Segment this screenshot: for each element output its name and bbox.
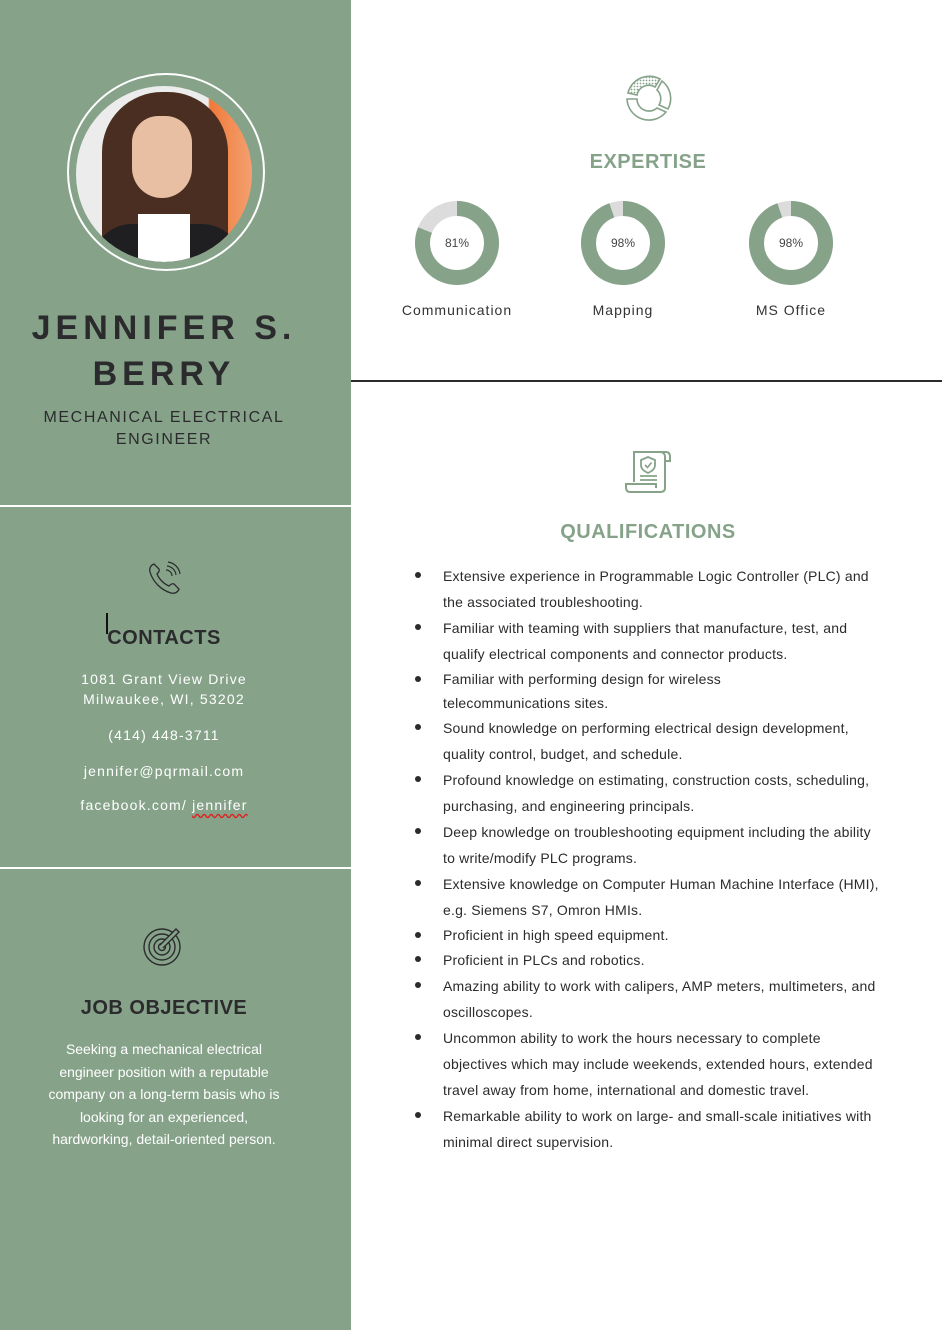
list-item: Familiar with performing design for wireless telecommunications sites. <box>413 667 883 715</box>
list-item: Proficient in PLCs and robotics. <box>413 947 883 973</box>
bullet-icon <box>415 956 421 962</box>
facebook-link[interactable] <box>0 795 328 815</box>
skill-mapping <box>553 201 693 318</box>
bullet-icon <box>415 1112 421 1118</box>
skill-communication <box>387 201 527 318</box>
skill-percent: 98% <box>610 236 636 250</box>
qualifications-list <box>413 563 883 1155</box>
sidebar-divider <box>0 867 351 869</box>
list-item: Amazing ability to work with calipers, AMP meters, multimeters, and oscilloscopes. <box>413 973 883 1025</box>
address-line-1: 1081 Grant View Drive <box>81 671 247 687</box>
skill-percent: 98% <box>778 236 804 250</box>
job-objective-text: Seeking a mechanical electrical engineer position with a reputable company on a long-term basis who is looking for an experienced, hardworking, detail-oriented person. <box>48 1041 280 1147</box>
target-icon <box>142 925 184 967</box>
qualifications-heading: QUALIFICATIONS <box>560 521 736 543</box>
phone-icon <box>146 560 184 598</box>
bullet-icon <box>415 776 421 782</box>
job-title-line-2: ENGINEER <box>115 431 213 448</box>
skill-ms-office <box>721 201 861 318</box>
bullet-icon <box>415 572 421 578</box>
bullet-icon <box>415 724 421 730</box>
address-line-2: Milwaukee, WI, 53202 <box>83 691 245 707</box>
section-divider <box>351 380 942 382</box>
bullet-icon <box>415 982 421 988</box>
bullet-icon <box>415 880 421 886</box>
bullet-icon <box>415 1034 421 1040</box>
list-item: Familiar with teaming with suppliers that manufacture, test, and qualify electrical components and connector products. <box>413 615 883 667</box>
list-item: Remarkable ability to work on large- and small-scale initiatives with minimal direct supervision. <box>413 1103 883 1155</box>
bullet-icon <box>415 932 421 938</box>
list-item: Deep knowledge on troubleshooting equipment including the ability to write/modify PLC programs. <box>413 819 883 871</box>
bullet-icon <box>415 828 421 834</box>
name-line-1: JENNIFER S. <box>31 309 297 347</box>
list-item: Extensive knowledge on Computer Human Machine Interface (HMI), e.g. Siemens S7, Omron HMIs. <box>413 871 883 923</box>
skill-label: Mapping <box>592 302 654 318</box>
expertise-heading: EXPERTISE <box>589 151 707 173</box>
bullet-icon <box>415 676 421 682</box>
job-title-line-1: MECHANICAL ELECTRICAL <box>43 409 285 426</box>
job-objective-heading: JOB OBJECTIVE <box>80 997 248 1019</box>
facebook-handle: jennifer <box>192 797 248 813</box>
contacts-heading: CONTACTS <box>107 627 221 649</box>
certificate-scroll-icon <box>624 448 674 494</box>
skill-label: MS Office <box>755 302 827 318</box>
profile-photo <box>76 86 252 262</box>
skill-label: Communication <box>401 302 513 318</box>
skill-percent: 81% <box>444 236 470 250</box>
list-item: Sound knowledge on performing electrical design development, quality control, budget, and schedule. <box>413 715 883 767</box>
donut-chart-icon <box>624 73 674 123</box>
email-link[interactable]: jennifer@pqrmail.com <box>83 763 245 779</box>
list-item: Uncommon ability to work the hours necessary to complete objectives which may include weekends, extended hours, extended travel away from home, international and domestic travel. <box>413 1025 883 1103</box>
list-item: Extensive experience in Programmable Logic Controller (PLC) and the associated troubleshooting. <box>413 563 883 615</box>
bullet-icon <box>415 624 421 630</box>
name-line-2: BERRY <box>92 355 236 393</box>
facebook-prefix: facebook.com/ <box>80 797 193 813</box>
phone-number: (414) 448-3711 <box>108 727 220 743</box>
list-item: Profound knowledge on estimating, construction costs, scheduling, purchasing, and engineering principals. <box>413 767 883 819</box>
list-item: Proficient in high speed equipment. <box>413 923 883 947</box>
sidebar-divider <box>0 505 351 507</box>
